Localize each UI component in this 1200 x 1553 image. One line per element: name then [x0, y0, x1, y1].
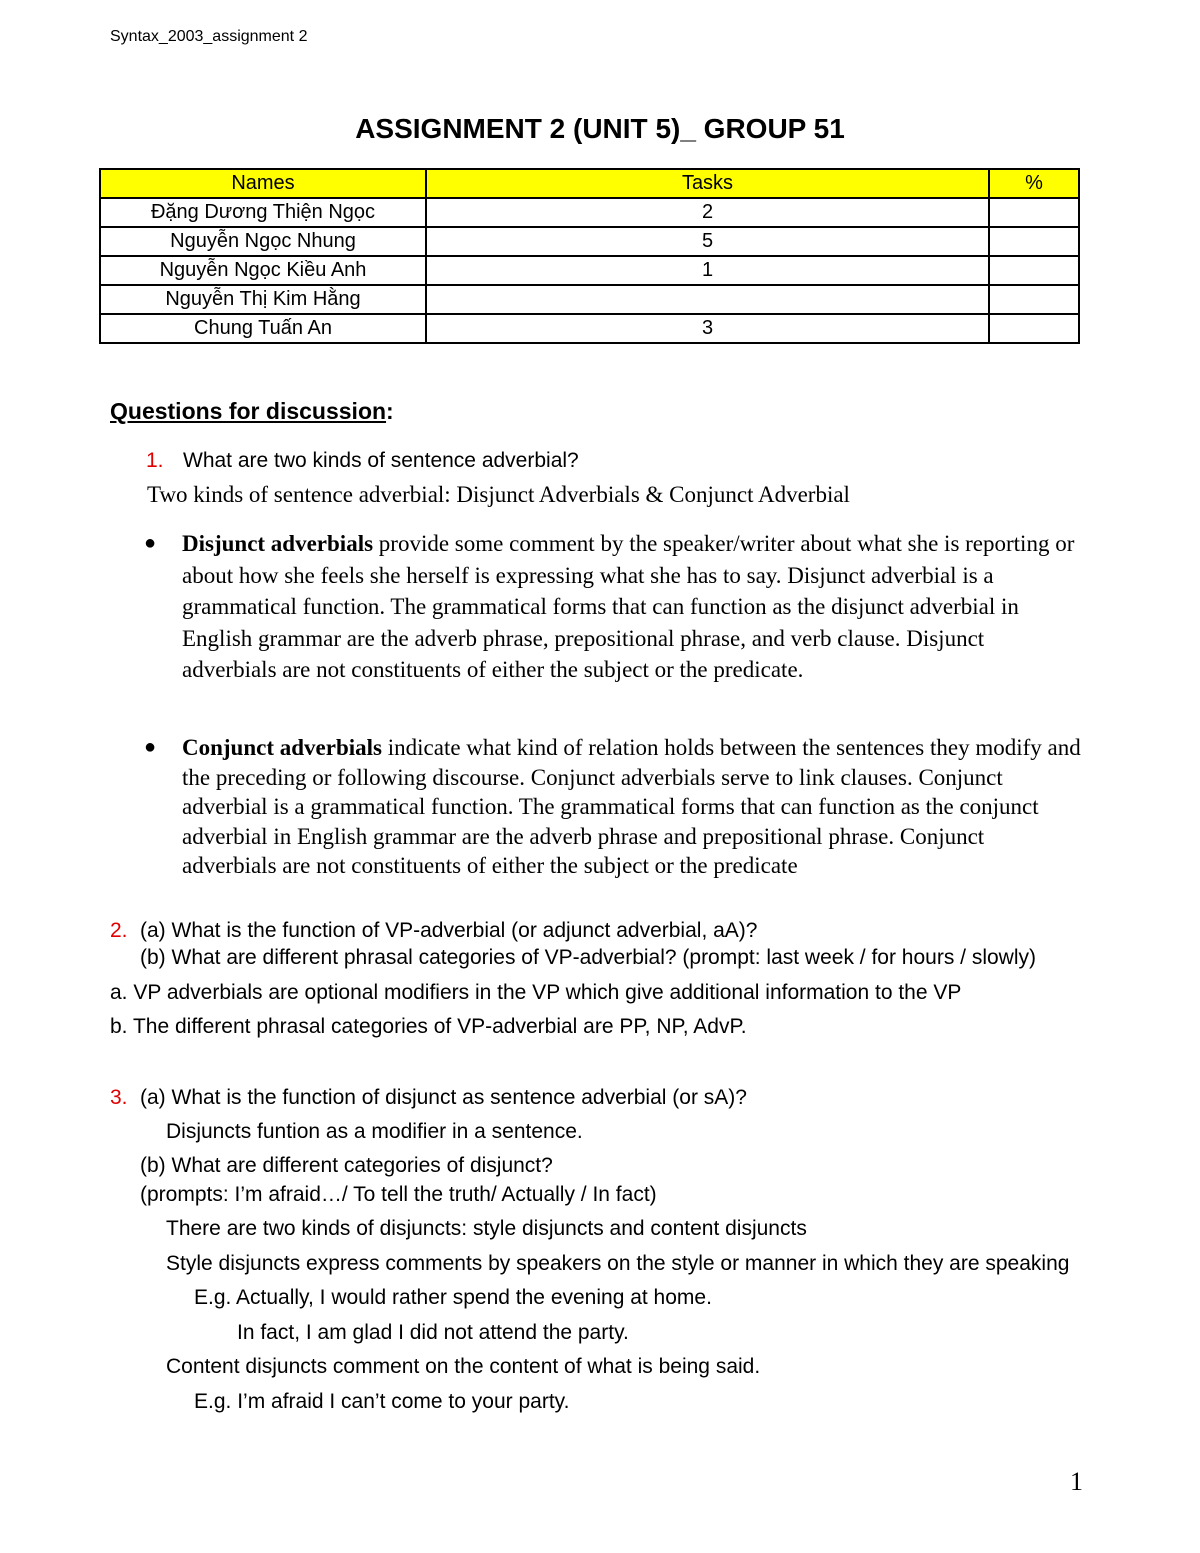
member-name: Đặng Dương Thiện Ngọc [100, 198, 426, 227]
questions-heading [110, 398, 394, 425]
question-2-answer-b: b. The different phrasal categories of VP-adverbial are PP, NP, AdvP. [110, 1015, 747, 1038]
member-percent [989, 314, 1079, 343]
column-header-tasks: Tasks [426, 169, 989, 198]
question-3-line-2: Style disjuncts express comments by speakers on the style or manner in which they are speaking [166, 1252, 1070, 1275]
page-header: Syntax_2003_assignment 2 [110, 28, 308, 45]
group-table [99, 168, 1080, 344]
member-name: Nguyễn Thị Kim Hằng [100, 285, 426, 314]
question-1-text: What are two kinds of sentence adverbial? [183, 449, 579, 472]
table-row [100, 314, 1079, 343]
question-3-part-a: (a) What is the function of disjunct as sentence adverbial (or sA)? [140, 1086, 747, 1109]
question-3-line-3: Content disjuncts comment on the content of what is being said. [166, 1355, 761, 1378]
member-percent [989, 227, 1079, 256]
question-1-number: 1. [146, 449, 164, 472]
question-3-line-1: There are two kinds of disjuncts: style disjuncts and content disjuncts [166, 1217, 807, 1240]
member-name: Chung Tuấn An [100, 314, 426, 343]
page-title: ASSIGNMENT 2 (UNIT 5)_ GROUP 51 [355, 113, 845, 144]
member-task: 1 [426, 256, 989, 285]
member-name: Nguyễn Ngọc Nhung [100, 227, 426, 256]
member-percent [989, 256, 1079, 285]
member-task: 2 [426, 198, 989, 227]
bullet-term: Conjunct adverbials [182, 735, 382, 760]
column-header-names: Names [100, 169, 426, 198]
bullet-icon: ● [144, 532, 157, 554]
table-row [100, 227, 1079, 256]
table-header-row [100, 169, 1079, 198]
question-3-prompts: (prompts: I’m afraid…/ To tell the truth/ Actually / In fact) [140, 1183, 657, 1206]
bullet-text: indicate what kind of relation holds between the sentences they modify and the preceding or following discourse. Conjunct adverbials serve to link clauses. Conjunct adverbial is a grammatical function. The grammatical forms that can function as the conjunct adverbial in English grammar are the adverb phrase and prepositional phrase. Conjunct adverbials are not constituents of either the subject or the predicate [182, 735, 1081, 878]
column-header-percent: % [989, 169, 1079, 198]
question-3-example-2: In fact, I am glad I did not attend the party. [237, 1321, 629, 1344]
question-2-part-b: (b) What are different phrasal categories of VP-adverbial? (prompt: last week / for hours / slowly) [140, 946, 1036, 969]
bullet-item-conjunct [144, 733, 1084, 881]
question-1-answer: Two kinds of sentence adverbial: Disjunct Adverbials & Conjunct Adverbial [147, 482, 850, 507]
member-name: Nguyễn Ngọc Kiều Anh [100, 256, 426, 285]
member-task [426, 285, 989, 314]
bullet-text: provide some comment by the speaker/writer about what she is reporting or about how she feels she herself is expressing what she has to say. Disjunct adverbial is a grammatical function. The grammatical forms that can function as the disjunct adverbial in English grammar are the adverb phrase, prepositional phrase, and verb clause. Disjunct adverbials are not constituents of either the subject or the predicate. [182, 531, 1075, 682]
question-3-answer-a: Disjuncts funtion as a modifier in a sentence. [166, 1120, 583, 1143]
member-task: 5 [426, 227, 989, 256]
table-row [100, 256, 1079, 285]
question-3-part-b: (b) What are different categories of disjunct? [140, 1154, 553, 1177]
question-3-number: 3. [110, 1086, 128, 1109]
question-3-example-3: E.g. I’m afraid I can’t come to your party. [194, 1390, 570, 1413]
page-number: 1 [1070, 1467, 1083, 1496]
question-2-answer-a: a. VP adverbials are optional modifiers in the VP which give additional information to the VP [110, 981, 962, 1004]
member-percent [989, 285, 1079, 314]
questions-heading-text: Questions for discussion [110, 398, 387, 424]
question-2-part-a: (a) What is the function of VP-adverbial (or adjunct adverbial, aA)? [140, 919, 758, 942]
bullet-term: Disjunct adverbials [182, 531, 374, 556]
member-task: 3 [426, 314, 989, 343]
table-row [100, 285, 1079, 314]
bullet-item-disjunct [144, 528, 1084, 686]
table-row [100, 198, 1079, 227]
question-3-example-1: E.g. Actually, I would rather spend the evening at home. [194, 1286, 712, 1309]
questions-heading-colon: : [386, 398, 394, 424]
question-2-number: 2. [110, 919, 128, 942]
bullet-icon: ● [144, 736, 157, 758]
member-percent [989, 198, 1079, 227]
